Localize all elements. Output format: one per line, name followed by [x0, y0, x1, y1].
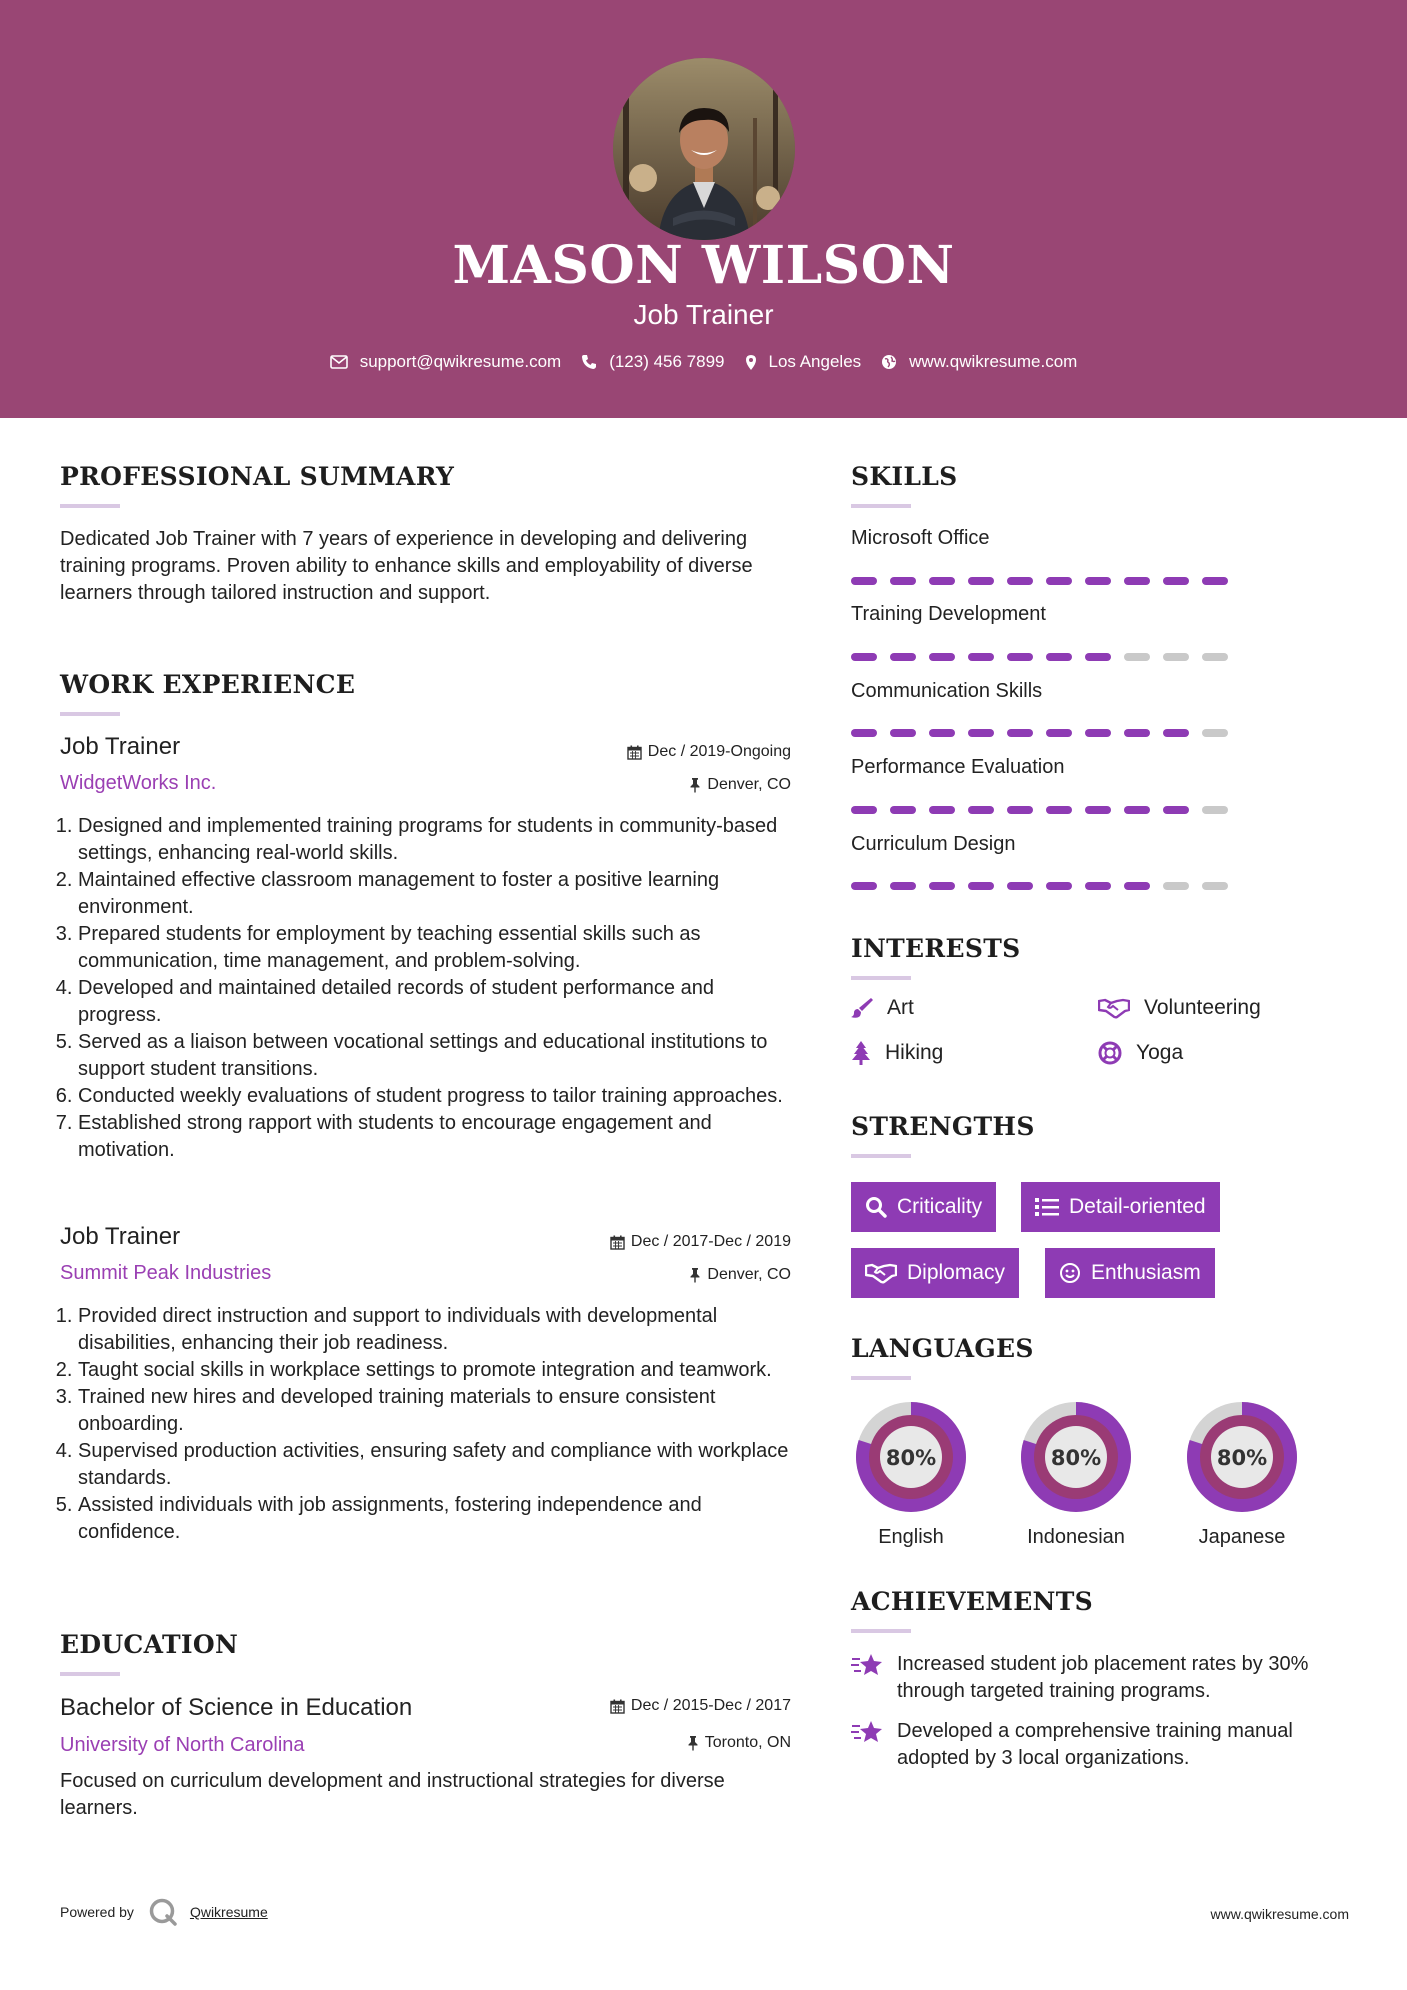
skill-dash [1163, 729, 1189, 737]
skill-dash [929, 882, 955, 890]
skill-dash [968, 729, 994, 737]
skill-dash [1124, 729, 1150, 737]
education-description: Focused on curriculum development and instructional strategies for diverse learners. [60, 1770, 725, 1819]
handshake-icon [1098, 997, 1130, 1019]
footer-powered-by [60, 1897, 268, 1927]
profile-photo [613, 58, 795, 240]
skill-bar [851, 882, 1241, 890]
skill-dash [1007, 653, 1033, 661]
language-gauge [1180, 1395, 1304, 1519]
list-item: 5. Served as a liaison between vocational settings and educational institutions to support student transitions. [78, 1029, 800, 1083]
skills-underline [851, 504, 911, 508]
skill-bar [851, 653, 1241, 661]
experience-heading: WORK EXPERIENCE [60, 670, 356, 699]
achievements-underline [851, 1629, 911, 1633]
skill-dash [890, 806, 916, 814]
job-2-date-text: Dec / 2017-Dec / 2019 [630, 1233, 791, 1250]
contact-website[interactable] [881, 352, 1077, 372]
search-icon [865, 1196, 887, 1218]
job-2-location-text: Denver, CO [707, 1266, 791, 1283]
skill-dash [1124, 577, 1150, 585]
education-school: University of North Carolina [60, 1734, 305, 1756]
list-item: 2. Maintained effective classroom management to foster a positive learning environment. [78, 867, 800, 921]
skill-dash [890, 729, 916, 737]
language-japanese [1180, 1395, 1304, 1549]
strength-label: Detail-oriented [1069, 1195, 1206, 1218]
skill-dash [890, 882, 916, 890]
skill-dash [929, 577, 955, 585]
skill-dash [851, 729, 877, 737]
handshake-icon [865, 1262, 897, 1284]
job-2-company: Summit Peak Industries [60, 1262, 272, 1284]
strength-chip-detail-oriented [1021, 1182, 1220, 1232]
calendar-icon [610, 1699, 625, 1714]
language-gauge [849, 1395, 973, 1519]
strengths-underline [851, 1154, 911, 1158]
job-2-date [480, 1233, 791, 1251]
skill-dash [1202, 653, 1228, 661]
strength-chip-diplomacy [851, 1248, 1019, 1298]
smile-icon [1059, 1262, 1081, 1284]
language-name: English [878, 1526, 944, 1548]
skill-dash [1007, 806, 1033, 814]
job-1-date [480, 743, 791, 761]
list-item: 4. Developed and maintained detailed records of student performance and progress. [78, 975, 800, 1029]
list-item: 3. Trained new hires and developed training materials to ensure consistent onboarding. [78, 1384, 800, 1438]
skill-dash [1046, 729, 1072, 737]
map-pin-icon [745, 354, 757, 371]
skill-dash [1046, 577, 1072, 585]
skill-dash [1007, 729, 1033, 737]
summary-text: Dedicated Job Trainer with 7 years of experience in developing and delivering training programs. Proven ability to enhance skills and employability of diverse learners through tailored instruction and support. [60, 528, 753, 604]
lifebuoy-icon [1098, 1041, 1122, 1065]
job-1-duties [60, 813, 800, 1164]
shooting-star-icon [851, 1720, 883, 1744]
summary-underline [60, 504, 120, 508]
interest-label: Yoga [1136, 1041, 1184, 1064]
contact-email-text: support@qwikresume.com [359, 352, 562, 371]
skill-label: Curriculum Design [851, 833, 1016, 855]
contact-location [745, 352, 862, 372]
job-2-duties [60, 1303, 800, 1546]
skill-dash [890, 653, 916, 661]
skill-dash [968, 882, 994, 890]
interest-label: Hiking [885, 1041, 944, 1064]
skill-bar [851, 729, 1241, 737]
education-location [480, 1734, 791, 1752]
profile-photo-image [613, 58, 795, 240]
envelope-icon [330, 355, 348, 369]
job-2-title: Job Trainer [60, 1223, 181, 1250]
skill-dash [1124, 806, 1150, 814]
list-item: 5. Assisted individuals with job assignments, fostering independence and confidence. [78, 1492, 800, 1546]
contact-location-text: Los Angeles [768, 352, 862, 371]
list-item: 4. Supervised production activities, ensuring safety and compliance with workplace standards. [78, 1438, 800, 1492]
skill-dash [1085, 729, 1111, 737]
list-icon [1035, 1197, 1059, 1217]
skill-dash [1163, 806, 1189, 814]
skills-heading: SKILLS [851, 462, 958, 491]
language-percent: 80% [1050, 1446, 1102, 1470]
job-1-date-text: Dec / 2019-Ongoing [647, 743, 791, 760]
skill-dash [1202, 729, 1228, 737]
list-item: 7. Established strong rapport with students to encourage engagement and motivation. [78, 1110, 800, 1164]
skill-dash [851, 577, 877, 585]
strength-label: Enthusiasm [1091, 1261, 1201, 1284]
job-1-location [480, 776, 791, 794]
skill-bar [851, 806, 1241, 814]
candidate-name: MASON WILSON [452, 235, 955, 296]
contact-bar [0, 352, 1407, 372]
job-1-title: Job Trainer [60, 733, 181, 760]
contact-email[interactable] [330, 352, 562, 372]
skill-dash [1046, 653, 1072, 661]
achievement-text: Developed a comprehensive training manual adopted by 3 local organizations. [897, 1720, 1293, 1769]
skill-dash [1163, 653, 1189, 661]
interest-label: Art [887, 996, 914, 1019]
language-percent: 80% [885, 1446, 937, 1470]
interest-yoga [1098, 1041, 1183, 1065]
skill-dash [1085, 653, 1111, 661]
language-percent: 80% [1216, 1446, 1268, 1470]
skill-bar [851, 577, 1241, 585]
list-item: 2. Taught social skills in workplace settings to promote integration and teamwork. [78, 1357, 800, 1384]
language-english [849, 1395, 973, 1549]
skill-label: Microsoft Office [851, 527, 990, 549]
list-item: 1. Designed and implemented training programs for students in community-based settings, enhancing real-world skills. [78, 813, 800, 867]
strengths-heading: STRENGTHS [851, 1112, 1035, 1141]
skill-dash [929, 729, 955, 737]
pushpin-icon [689, 1267, 701, 1283]
powered-by-text: Powered by [60, 1904, 134, 1920]
skill-dash [851, 653, 877, 661]
pushpin-icon [689, 777, 701, 793]
skill-label: Performance Evaluation [851, 756, 1065, 778]
interests-underline [851, 976, 911, 980]
job-2-location [480, 1266, 791, 1284]
candidate-title: Job Trainer [633, 299, 774, 330]
skill-dash [929, 653, 955, 661]
languages-underline [851, 1376, 911, 1380]
contact-website-text: www.qwikresume.com [909, 352, 1078, 371]
qwikresume-link[interactable]: Qwikresume [189, 1904, 268, 1920]
tree-icon [851, 1041, 871, 1065]
experience-underline [60, 712, 120, 716]
list-item: 6. Conducted weekly evaluations of student progress to tailor training approaches. [78, 1083, 800, 1110]
interest-label: Volunteering [1144, 996, 1261, 1019]
education-location-text: Toronto, ON [704, 1734, 791, 1751]
skill-dash [1163, 577, 1189, 585]
skill-dash [1085, 577, 1111, 585]
skill-label: Communication Skills [851, 680, 1043, 702]
strength-chip-enthusiasm [1045, 1248, 1215, 1298]
contact-phone[interactable] [581, 352, 724, 372]
phone-icon [581, 354, 597, 370]
education-heading: EDUCATION [60, 1630, 239, 1659]
skill-dash [1007, 882, 1033, 890]
skill-dash [1085, 882, 1111, 890]
footer-website[interactable]: www.qwikresume.com [1210, 1906, 1349, 1922]
skill-dash [1202, 806, 1228, 814]
paintbrush-icon [851, 997, 873, 1019]
skill-dash [890, 577, 916, 585]
skill-dash [1124, 882, 1150, 890]
education-underline [60, 1672, 120, 1676]
shooting-star-icon [851, 1653, 883, 1677]
skill-dash [1202, 882, 1228, 890]
strength-label: Criticality [897, 1195, 983, 1218]
skill-dash [851, 806, 877, 814]
calendar-icon [610, 1235, 625, 1250]
list-item: 3. Prepared students for employment by teaching essential skills such as communication, time management, and problem-solving. [78, 921, 800, 975]
achievement-item [851, 1651, 1351, 1705]
skill-dash [968, 577, 994, 585]
language-indonesian [1014, 1395, 1138, 1549]
calendar-icon [627, 745, 642, 760]
skill-dash [1163, 882, 1189, 890]
skill-dash [851, 882, 877, 890]
interest-hiking [851, 1041, 943, 1065]
interest-volunteering [1098, 996, 1261, 1020]
skill-dash [1046, 882, 1072, 890]
skill-label: Training Development [851, 603, 1046, 625]
job-1-location-text: Denver, CO [707, 776, 791, 793]
interest-art [851, 996, 914, 1020]
education-degree: Bachelor of Science in Education [60, 1694, 413, 1721]
education-date [480, 1697, 791, 1715]
skill-dash [1202, 577, 1228, 585]
skill-dash [929, 806, 955, 814]
strength-chip-criticality [851, 1182, 996, 1232]
qwikresume-logo-icon [148, 1897, 178, 1927]
summary-heading: PROFESSIONAL SUMMARY [60, 462, 455, 491]
job-1-company: WidgetWorks Inc. [60, 772, 217, 794]
achievement-item [851, 1718, 1351, 1772]
skill-dash [1046, 806, 1072, 814]
contact-phone-text: (123) 456 7899 [609, 352, 725, 371]
header-banner [0, 0, 1407, 418]
strength-label: Diplomacy [907, 1261, 1006, 1284]
languages-heading: LANGUAGES [851, 1334, 1034, 1363]
globe-icon [881, 354, 897, 370]
skill-dash [968, 806, 994, 814]
language-gauge [1014, 1395, 1138, 1519]
skill-dash [968, 653, 994, 661]
language-name: Japanese [1198, 1526, 1286, 1548]
language-name: Indonesian [1027, 1526, 1125, 1548]
skill-dash [1124, 653, 1150, 661]
interests-heading: INTERESTS [851, 934, 1021, 963]
skill-dash [1007, 577, 1033, 585]
achievements-heading: ACHIEVEMENTS [851, 1587, 1093, 1616]
list-item: 1. Provided direct instruction and support to individuals with developmental disabilities, enhancing their job readiness. [78, 1303, 800, 1357]
achievement-text: Increased student job placement rates by 30% through targeted training programs. [897, 1653, 1309, 1702]
pushpin-icon [687, 1735, 699, 1751]
education-date-text: Dec / 2015-Dec / 2017 [630, 1697, 791, 1714]
skill-dash [1085, 806, 1111, 814]
